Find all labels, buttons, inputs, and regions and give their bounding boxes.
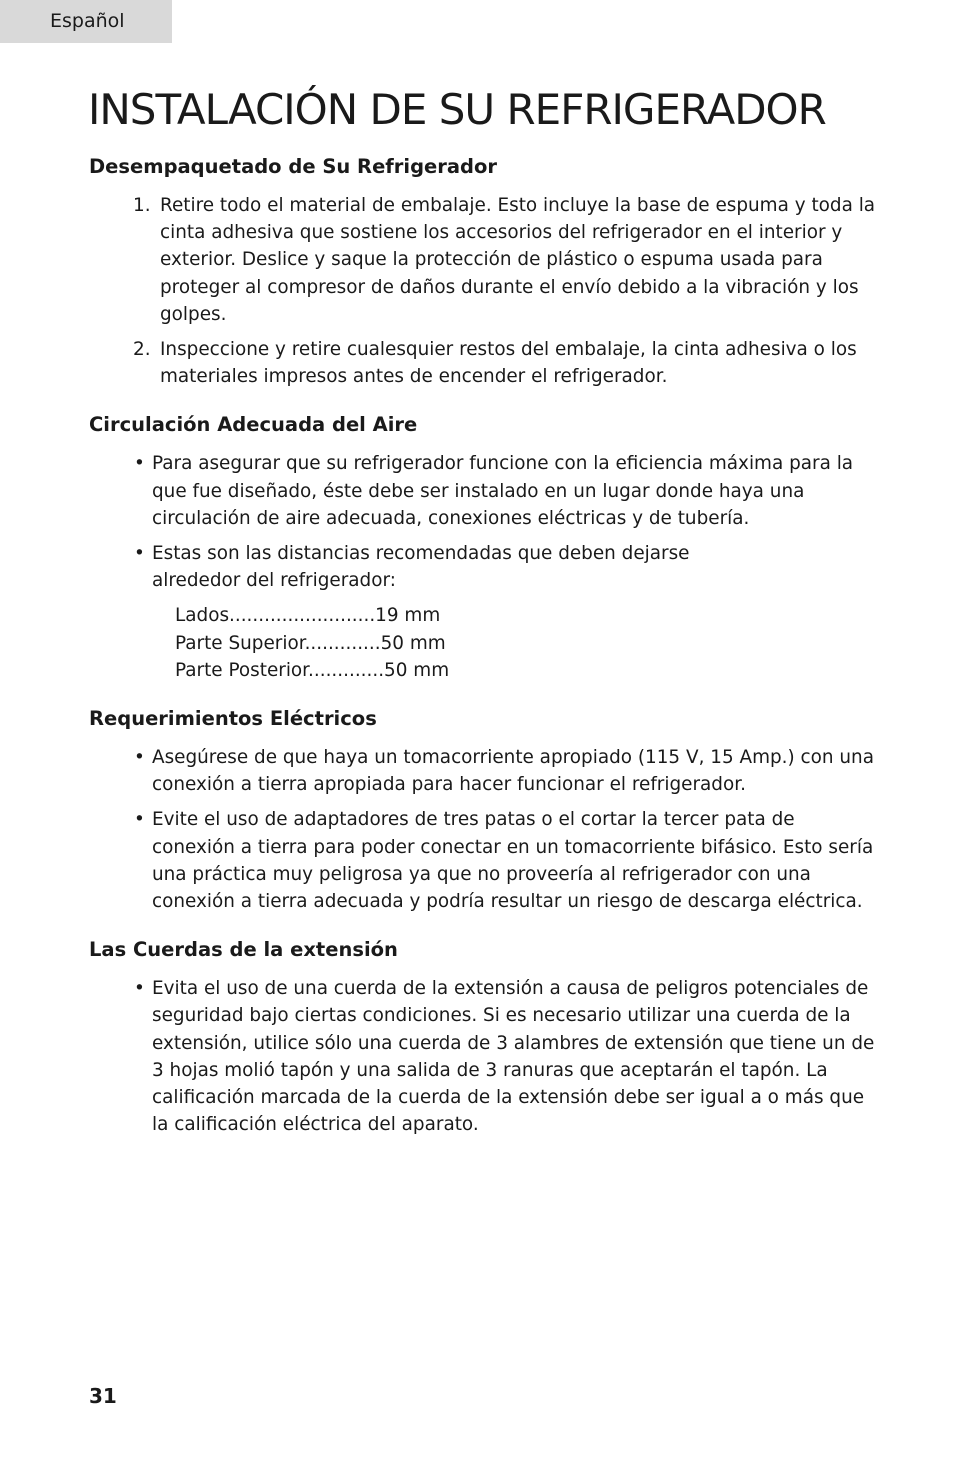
bullet-icon: • [134,978,145,1000]
list-item [89,450,879,532]
bullet-icon: • [134,453,145,475]
list-item-text: Asegúrese de que haya un tomacorriente apropiado (115 V, 15 Amp.) con una conexión a tierra apropiada para hacer funcionar el refrigerador. [152,747,874,796]
section-heading-electrical: Requerimientos Eléctricos [89,707,377,731]
list-item-text: Inspeccione y retire cualesquier restos del embalaje, la cinta adhesiva o los materiales impresos antes de encender el refrigerador. [160,339,857,388]
bullet-icon: • [134,747,145,769]
section-heading-extension: Las Cuerdas de la extensión [89,938,398,962]
distance-row-back: Parte Posterior.............50 mm [175,659,450,681]
list-item [89,744,879,798]
distance-list [89,602,879,684]
section-heading-air: Circulación Adecuada del Aire [89,413,418,437]
bullet-icon: • [134,543,145,565]
list-item [89,806,879,915]
page-content [89,153,879,1138]
list-item [89,975,879,1138]
list-item-text: Estas son las distancias recomendadas que deben dejarse alrededor del refrigerador: [152,543,690,592]
list-number: 2. [133,339,151,361]
page-number: 31 [89,1384,117,1408]
list-item [89,540,879,594]
distance-row-sides: Lados.........................19 mm [175,605,441,627]
page-title: INSTALACIÓN DE SU REFRIGERADOR [88,85,826,134]
bullet-icon: • [134,809,145,831]
distance-row-top: Parte Superior.............50 mm [175,632,446,654]
list-item-text: Evite el uso de adaptadores de tres patas o el cortar la tercer pata de conexión a tierra para poder conectar en un tomacorriente bifásico. Esto sería una práctica muy peligrosa ya que no proveería al refrigerador con una conexión a tierra adecuada y podría resultar un riesgo de descarga eléctrica. [152,809,874,913]
list-number: 1. [133,195,151,216]
list-item-text: Retire todo el material de embalaje. Esto incluye la base de espuma y toda la cinta adhesiva que sostiene los accesorios del refrigerador en el interior y exterior. Deslice y saque la protección de plástico o espuma usada para proteger al compresor de daños durante el envío debido a la vibración y los golpes. [160,195,876,325]
list-item-text: Evita el uso de una cuerda de la extensión a causa de peligros potenciales de seguridad bajo ciertas condiciones. Si es necesario utilizar una cuerda de la extensión, utilice sólo una cuerda de 3 alambres de extensión que tiene un de 3 hojas molió tapón y una salida de 3 ranuras que aceptarán el tapón. La calificación marcada de la cuerda de la extensión debe ser igual a o más que la calificación eléctrica del aparato. [152,978,875,1136]
section-heading-unpacking: Desempaquetado de Su Refrigerador [89,155,498,178]
list-item-text: Para asegurar que su refrigerador funcione con la eficiencia máxima para la que fue diseñado, éste debe ser instalado en un lugar donde haya una circulación de aire adecuada, conexiones eléctricas y de tubería. [152,453,854,529]
list-item [89,336,879,390]
list-item [89,192,879,328]
language-tab: Español [0,0,172,43]
